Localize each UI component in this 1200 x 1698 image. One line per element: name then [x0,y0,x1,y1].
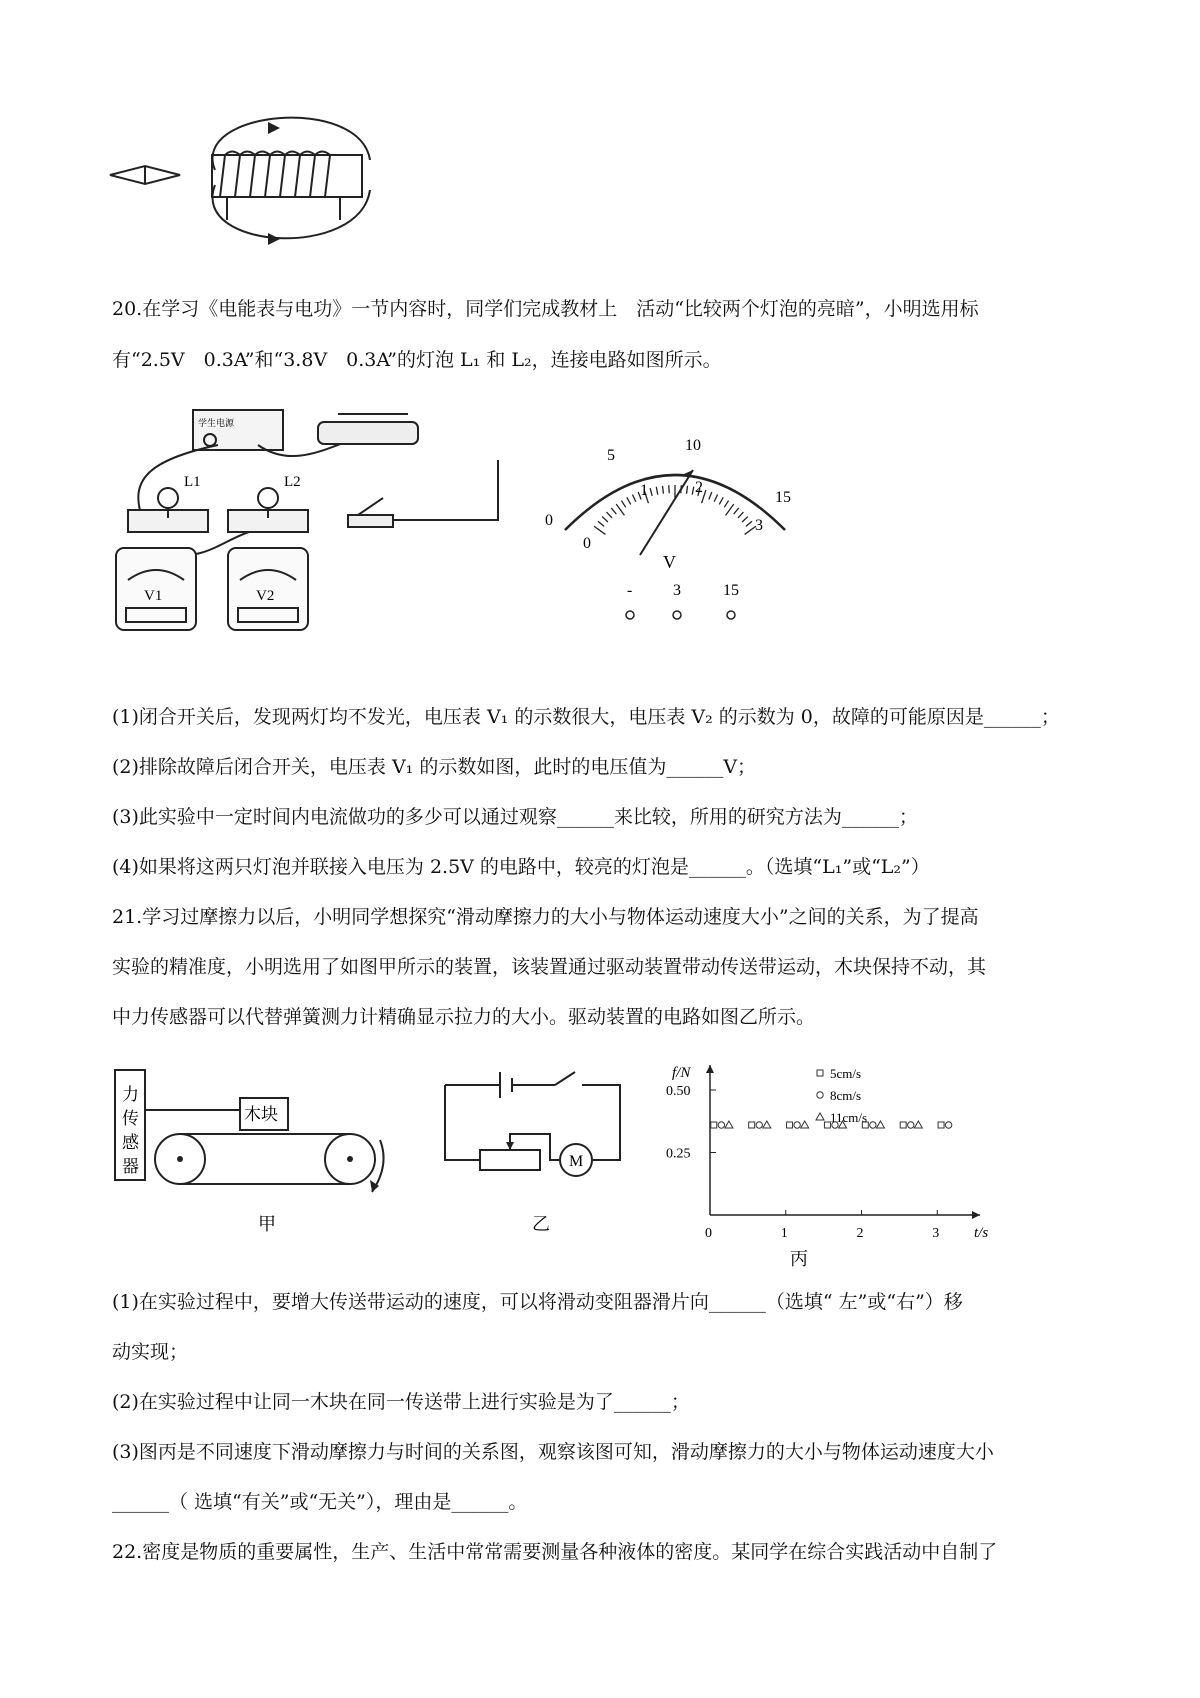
inner-2: 2 [695,479,703,496]
outer-0: 0 [545,512,553,529]
q21-line1: 21.学习过摩擦力以后，小明同学想探究“滑动摩擦力的大小与物体运动速度大小”之间的关系，为了提高 [112,906,979,928]
psu-label: 学生电源 [198,418,235,428]
q21-sub3b: ______（ 选填“有关”或“无关”），理由是______。 [112,1491,528,1513]
caption-jia: 甲 [258,1214,276,1234]
y-tick-label: 0.50 [666,1084,691,1099]
voltmeter-dial [545,430,815,630]
solenoid-figure [100,100,400,250]
circle-marker [945,1122,951,1128]
q21-sub2: (2)在实验过程中让同一木块在同一传送带上进行实验是为了______； [112,1391,690,1413]
x-tick-label: 3 [932,1226,940,1241]
circle-marker [908,1122,914,1128]
caption-bing: 丙 [790,1249,808,1269]
circle-marker [756,1122,762,1128]
triangle-marker [914,1121,922,1128]
q21-line3: 中力传感器可以代替弹簧测力计精确显示拉力的大小。驱动装置的电路如图乙所示。 [112,1006,816,1028]
block-label: 木块 [244,1105,278,1124]
terminal-15: 15 [723,582,739,599]
x-tick-label: 2 [856,1226,864,1241]
unit-v: V [663,552,676,572]
legend-triangle-marker [816,1113,824,1120]
q20-line1: 20.在学习《电能表与电功》一节内容时，同学们完成教材上 活动“比较两个灯泡的亮暗”，小明选用标 [112,298,979,320]
terminal-minus: - [627,582,633,599]
motor-label: M [569,1153,584,1170]
q20-sub4: (4)如果将这两只灯泡并联接入电压为 2.5V 的电路中，较亮的灯泡是______。（选填“L₁”或“L₂”） [112,856,930,878]
circle-marker [794,1122,800,1128]
figure-yi [440,1060,640,1260]
x-axis-label: t/s [974,1225,989,1241]
q20-sub2: (2)排除故障后闭合开关，电压表 V₁ 的示数如图，此时的电压值为______V； [112,756,757,778]
compass-needle-icon [110,166,180,184]
figure-bing-chart [666,1055,1000,1270]
legend-label: 5cm/s [830,1066,862,1081]
y-axis-arrow [706,1065,714,1073]
q21-line2: 实验的精准度，小明选用了如图甲所示的装置，该装置通过驱动装置带动传送带运动，木块保持不动，其 [112,956,987,978]
sensor-label: 力传感器 [122,1085,139,1176]
triangle-marker [725,1121,733,1128]
outer-10: 10 [685,437,701,454]
legend-square-marker [817,1070,823,1076]
q21-sub1a: (1)在实验过程中，要增大传送带运动的速度，可以将滑动变阻器滑片向______（选填“ 左”或“右”）移 [112,1291,963,1313]
inner-1: 1 [640,482,648,499]
square-marker [787,1122,793,1128]
triangle-marker [801,1121,809,1128]
circle-marker [718,1122,724,1128]
v2-label: V2 [256,588,275,604]
x-tick-label: 1 [780,1226,788,1241]
triangle-marker [763,1121,771,1128]
q22-line1: 22.密度是物质的重要属性，生产、生活中常常需要测量各种液体的密度。某同学在综合实践活动中自制了 [112,1541,998,1563]
outer-5: 5 [607,447,615,464]
caption-yi: 乙 [532,1214,550,1234]
y-axis-label: f/N [672,1065,691,1081]
square-marker [900,1122,906,1128]
triangle-marker [876,1121,884,1128]
circle-marker [870,1122,876,1128]
x-axis-arrow [972,1211,980,1219]
inner-0: 0 [583,535,591,552]
square-marker [749,1122,755,1128]
l2-label: L2 [284,474,301,490]
legend-label: 11cm/s [830,1110,868,1125]
figure-jia [110,1060,420,1260]
inner-3: 3 [755,517,763,534]
q21-sub1b: 动实现； [112,1341,189,1363]
outer-15: 15 [775,489,791,506]
y-tick-label: 0.25 [666,1146,691,1162]
legend-label: 8cm/s [830,1088,862,1103]
q20-line2: 有“2.5V 0.3A”和“3.8V 0.3A”的灯泡 L₁ 和 L₂，连接电路如图所示。 [112,349,722,371]
v1-label: V1 [144,588,163,604]
l1-label: L1 [184,474,201,490]
legend-circle-marker [817,1092,823,1098]
q20-sub1: (1)闭合开关后，发现两灯均不发光，电压表 V₁ 的示数很大，电压表 V₂ 的示数为 0，故障的可能原因是______； [112,706,1060,728]
square-marker [711,1122,717,1128]
q21-sub3a: (3)图丙是不同速度下滑动摩擦力与时间的关系图，观察该图可知，滑动摩擦力的大小与物体运动速度大小 [112,1441,994,1463]
q20-sub3: (3)此实验中一定时间内电流做功的多少可以通过观察______来比较，所用的研究方法为______； [112,806,918,828]
x-tick-label: 0 [705,1226,712,1241]
square-marker [938,1122,944,1128]
terminal-3: 3 [673,582,681,599]
circuit-figure [108,400,468,670]
